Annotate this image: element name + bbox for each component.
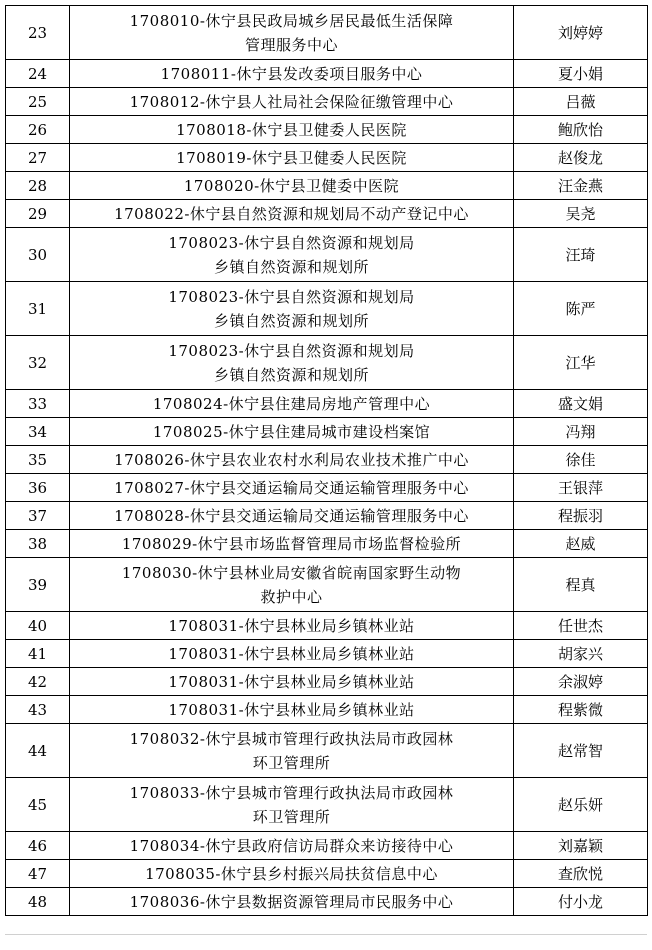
unit-cell <box>70 612 514 640</box>
row-number-cell: 26 <box>6 116 70 144</box>
person-name-cell: 刘婷婷 <box>514 6 648 60</box>
unit-line: 1708030-休宁县林业局安徽省皖南国家野生动物 <box>121 563 462 582</box>
unit-line: 1708012-休宁县人社局社会保险征缴管理中心 <box>129 92 454 111</box>
unit-cell <box>70 860 514 888</box>
row-number-cell: 38 <box>6 530 70 558</box>
unit-cell <box>70 116 514 144</box>
row-number-cell: 30 <box>6 228 70 282</box>
person-name-cell: 查欣悦 <box>514 860 648 888</box>
person-name-cell: 王银萍 <box>514 474 648 502</box>
row-number-cell: 39 <box>6 558 70 612</box>
unit-line: 1708026-休宁县农业农村水利局农业技术推广中心 <box>114 450 469 469</box>
unit-cell <box>70 668 514 696</box>
unit-line: 1708023-休宁县自然资源和规划局 <box>168 233 415 252</box>
table-row <box>6 418 648 446</box>
unit-line: 1708032-休宁县城市管理行政执法局市政园林 <box>129 729 454 748</box>
row-number-cell: 42 <box>6 668 70 696</box>
table-row <box>6 336 648 390</box>
unit-line: 1708010-休宁县民政局城乡居民最低生活保障 <box>129 11 454 30</box>
row-number-cell: 29 <box>6 200 70 228</box>
table-row <box>6 60 648 88</box>
unit-line: 1708027-休宁县交通运输局交通运输管理服务中心 <box>114 478 469 497</box>
person-name-cell: 付小龙 <box>514 888 648 916</box>
personnel-table <box>5 5 648 916</box>
table-body <box>6 6 648 916</box>
person-name-cell: 汪琦 <box>514 228 648 282</box>
unit-line: 1708019-休宁县卫健委人民医院 <box>176 148 407 167</box>
row-number-cell: 47 <box>6 860 70 888</box>
unit-cell <box>70 282 514 336</box>
unit-cell <box>70 640 514 668</box>
person-name-cell: 赵常智 <box>514 724 648 778</box>
unit-cell <box>70 502 514 530</box>
unit-cell <box>70 60 514 88</box>
row-number-cell: 48 <box>6 888 70 916</box>
unit-cell <box>70 6 514 60</box>
row-number-cell: 32 <box>6 336 70 390</box>
unit-line: 1708025-休宁县住建局城市建设档案馆 <box>152 422 431 441</box>
table-row <box>6 6 648 60</box>
person-name-cell: 冯翔 <box>514 418 648 446</box>
table-row <box>6 282 648 336</box>
unit-line: 救护中心 <box>260 587 323 606</box>
table-row <box>6 612 648 640</box>
unit-line: 环卫管理所 <box>252 753 331 772</box>
unit-line: 乡镇自然资源和规划所 <box>213 311 369 330</box>
row-number-cell: 23 <box>6 6 70 60</box>
unit-line: 1708035-休宁县乡村振兴局扶贫信息中心 <box>145 864 438 883</box>
unit-cell <box>70 696 514 724</box>
person-name-cell: 程紫微 <box>514 696 648 724</box>
row-number-cell: 44 <box>6 724 70 778</box>
table-row <box>6 640 648 668</box>
table-row <box>6 116 648 144</box>
row-number-cell: 31 <box>6 282 70 336</box>
unit-cell <box>70 336 514 390</box>
unit-line: 1708018-休宁县卫健委人民医院 <box>176 120 407 139</box>
row-number-cell: 35 <box>6 446 70 474</box>
table-row <box>6 860 648 888</box>
person-name-cell: 盛文娟 <box>514 390 648 418</box>
table-row <box>6 832 648 860</box>
unit-cell <box>70 888 514 916</box>
unit-line: 1708031-休宁县林业局乡镇林业站 <box>168 616 415 635</box>
person-name-cell: 任世杰 <box>514 612 648 640</box>
row-number-cell: 27 <box>6 144 70 172</box>
person-name-cell: 江华 <box>514 336 648 390</box>
unit-line: 管理服务中心 <box>244 35 338 54</box>
table-row <box>6 696 648 724</box>
row-number-cell: 46 <box>6 832 70 860</box>
table-row <box>6 172 648 200</box>
table-row <box>6 200 648 228</box>
person-name-cell: 刘嘉颖 <box>514 832 648 860</box>
unit-line: 1708029-休宁县市场监督管理局市场监督检验所 <box>121 534 462 553</box>
row-number-cell: 28 <box>6 172 70 200</box>
unit-cell <box>70 778 514 832</box>
row-number-cell: 36 <box>6 474 70 502</box>
unit-cell <box>70 88 514 116</box>
unit-cell <box>70 228 514 282</box>
table-row <box>6 228 648 282</box>
unit-line: 乡镇自然资源和规划所 <box>213 365 369 384</box>
table-row <box>6 668 648 696</box>
person-name-cell: 程振羽 <box>514 502 648 530</box>
unit-cell <box>70 390 514 418</box>
person-name-cell: 鲍欣怡 <box>514 116 648 144</box>
unit-line: 1708033-休宁县城市管理行政执法局市政园林 <box>129 783 454 802</box>
person-name-cell: 吴尧 <box>514 200 648 228</box>
unit-line: 1708011-休宁县发改委项目服务中心 <box>160 64 423 83</box>
unit-line: 1708023-休宁县自然资源和规划局 <box>168 287 415 306</box>
unit-cell <box>70 144 514 172</box>
row-number-cell: 25 <box>6 88 70 116</box>
table-row <box>6 144 648 172</box>
unit-line: 1708028-休宁县交通运输局交通运输管理服务中心 <box>114 506 469 525</box>
row-number-cell: 33 <box>6 390 70 418</box>
unit-line: 1708022-休宁县自然资源和规划局不动产登记中心 <box>114 204 469 223</box>
unit-cell <box>70 724 514 778</box>
table-row <box>6 724 648 778</box>
person-name-cell: 陈严 <box>514 282 648 336</box>
row-number-cell: 43 <box>6 696 70 724</box>
row-number-cell: 37 <box>6 502 70 530</box>
row-number-cell: 24 <box>6 60 70 88</box>
unit-line: 环卫管理所 <box>252 807 331 826</box>
row-number-cell: 34 <box>6 418 70 446</box>
person-name-cell: 余淑婷 <box>514 668 648 696</box>
unit-cell <box>70 172 514 200</box>
unit-line: 1708031-休宁县林业局乡镇林业站 <box>168 644 415 663</box>
row-number-cell: 41 <box>6 640 70 668</box>
unit-line: 1708023-休宁县自然资源和规划局 <box>168 341 415 360</box>
table-row <box>6 474 648 502</box>
unit-cell <box>70 530 514 558</box>
unit-line: 乡镇自然资源和规划所 <box>213 257 369 276</box>
unit-line: 1708020-休宁县卫健委中医院 <box>183 176 400 195</box>
table-row <box>6 502 648 530</box>
table-row <box>6 88 648 116</box>
page-bottom-rule <box>5 934 647 935</box>
row-number-cell: 40 <box>6 612 70 640</box>
table-row <box>6 558 648 612</box>
unit-line: 1708036-休宁县数据资源管理局市民服务中心 <box>129 892 454 911</box>
person-name-cell: 赵俊龙 <box>514 144 648 172</box>
unit-line: 1708024-休宁县住建局房地产管理中心 <box>152 394 431 413</box>
person-name-cell: 赵威 <box>514 530 648 558</box>
table-row <box>6 390 648 418</box>
person-name-cell: 夏小娟 <box>514 60 648 88</box>
table-row <box>6 530 648 558</box>
unit-line: 1708031-休宁县林业局乡镇林业站 <box>168 672 415 691</box>
person-name-cell: 赵乐妍 <box>514 778 648 832</box>
unit-line: 1708031-休宁县林业局乡镇林业站 <box>168 700 415 719</box>
unit-cell <box>70 832 514 860</box>
person-name-cell: 汪金燕 <box>514 172 648 200</box>
row-number-cell: 45 <box>6 778 70 832</box>
unit-cell <box>70 474 514 502</box>
table-row <box>6 778 648 832</box>
unit-cell <box>70 418 514 446</box>
person-name-cell: 徐佳 <box>514 446 648 474</box>
unit-cell <box>70 446 514 474</box>
person-name-cell: 程真 <box>514 558 648 612</box>
table-row <box>6 446 648 474</box>
person-name-cell: 吕薇 <box>514 88 648 116</box>
unit-cell <box>70 200 514 228</box>
table-row <box>6 888 648 916</box>
unit-cell <box>70 558 514 612</box>
unit-line: 1708034-休宁县政府信访局群众来访接待中心 <box>129 836 454 855</box>
person-name-cell: 胡家兴 <box>514 640 648 668</box>
